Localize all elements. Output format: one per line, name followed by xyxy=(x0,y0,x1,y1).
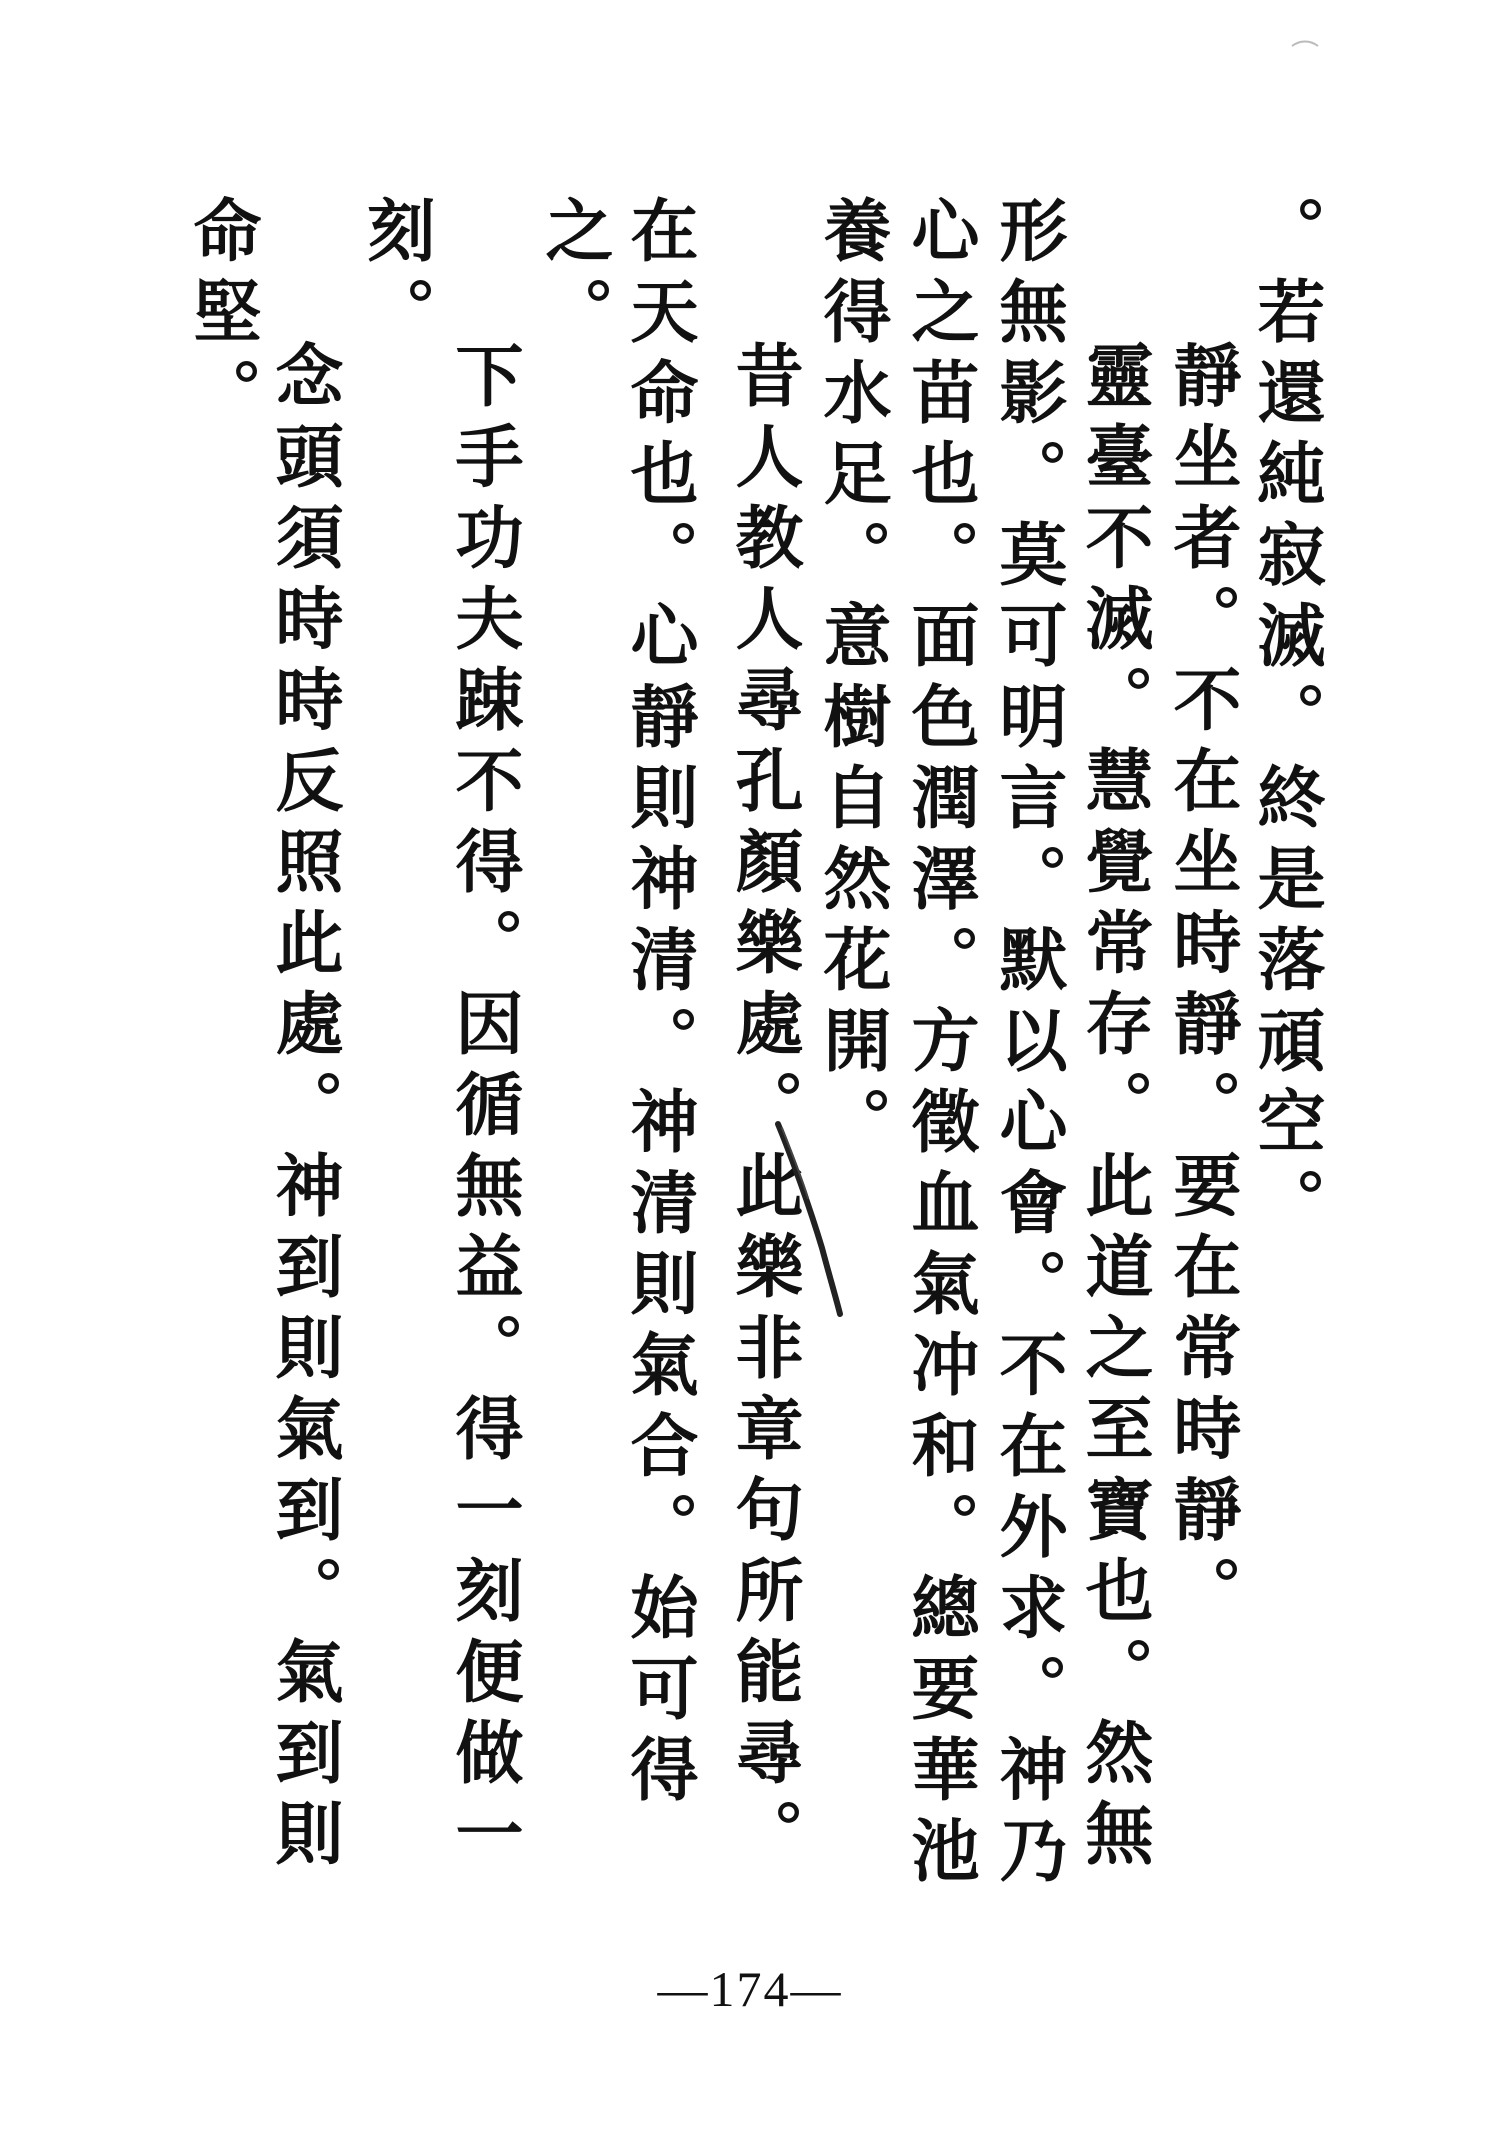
text-column-3: 靈臺不滅。慧覺常存。此道之至寶也。然無 xyxy=(1074,340,1154,1879)
text-column-11: 刻。 xyxy=(356,195,436,357)
text-column-2: 靜坐者。不在坐時靜。要在常時靜。 xyxy=(1162,340,1242,1636)
text-column-12: 念頭須時時反照此處。神到則氣到。氣到則 xyxy=(264,340,344,1879)
text-column-6: 養得水足。意樹自然花開。 xyxy=(812,195,892,1167)
text-column-9: 之。 xyxy=(534,195,614,357)
page-number: —174— xyxy=(657,1961,843,2017)
text-column-5: 心之苗也。面色潤澤。方徵血氣冲和。總要華池 xyxy=(900,195,980,1896)
text-column-13: 命堅。 xyxy=(182,195,262,438)
pencil-stroke-mark xyxy=(770,1118,850,1318)
corner-scan-mark xyxy=(1290,38,1320,50)
text-column-4: 形無影。莫可明言。默以心會。不在外求。神乃 xyxy=(988,195,1068,1896)
text-column-7: 昔人教人尋孔顏樂處。此樂非章句所能尋。 xyxy=(724,340,804,1879)
text-column-8: 在天命也。心靜則神清。神清則氣合。始可得 xyxy=(619,195,699,1815)
text-column-10: 下手功夫踈不得。因循無益。得一刻便做一 xyxy=(444,340,524,1879)
text-column-1: 。若還純寂滅。終是落頑空。 xyxy=(1246,195,1326,1248)
